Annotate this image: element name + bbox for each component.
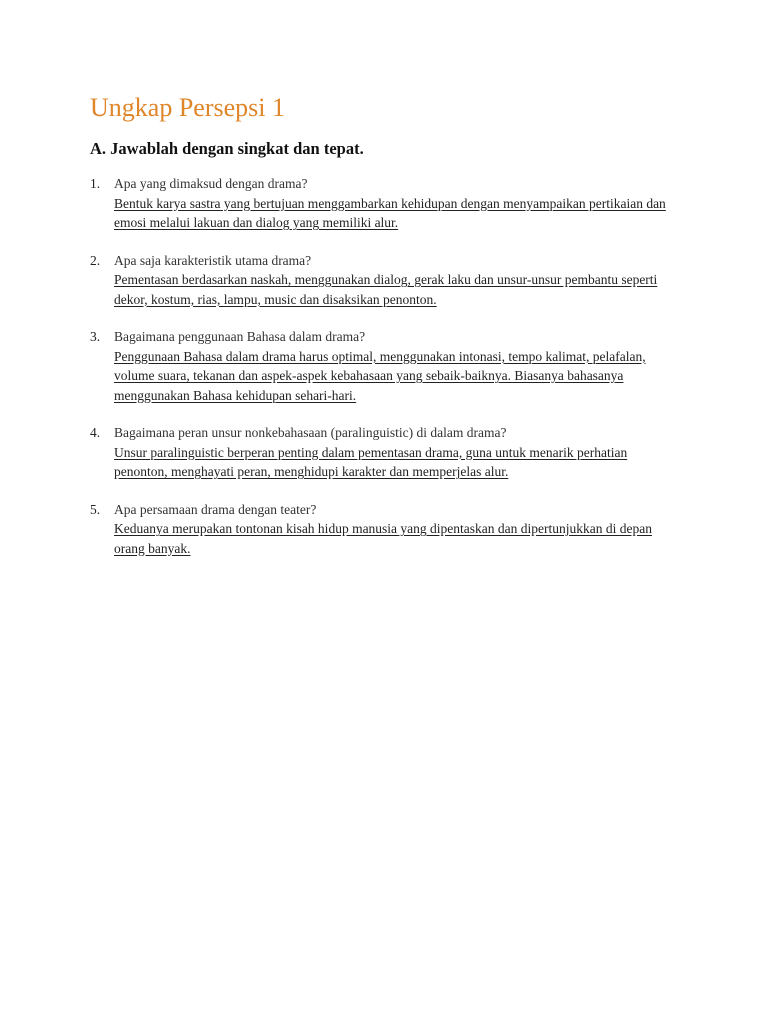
- list-item: [90, 423, 690, 482]
- item-number: 5.: [90, 501, 101, 517]
- answer-text: Penggunaan Bahasa dalam drama harus optimal, menggunakan intonasi, tempo kalimat, pelafalan, volume suara, tekanan dan aspek-aspek kebahasaan yang sebaik-baiknya. Biasanya bahasanya menggunakan Bahasa kehidupan sehari-hari.: [114, 348, 646, 403]
- document-page: [90, 92, 690, 576]
- list-item: [90, 327, 690, 405]
- question-text: Apa yang dimaksud dengan drama?: [114, 176, 308, 191]
- item-number: 2.: [90, 252, 101, 268]
- question-list: [90, 174, 690, 558]
- question-text: Apa saja karakteristik utama drama?: [114, 252, 312, 268]
- item-number: 1.: [90, 176, 101, 191]
- question-text: Bagaimana penggunaan Bahasa dalam drama?: [114, 329, 366, 344]
- question-text: Apa persamaan drama dengan teater?: [114, 501, 317, 517]
- answer-text: Pementasan berdasarkan naskah, menggunakan dialog, gerak laku dan unsur-unsur pembantu seperti dekor, kostum, rias, lampu, music dan disaksikan penonton.: [114, 272, 658, 307]
- list-item: [90, 174, 690, 233]
- answer-text: Keduanya merupakan tontonan kisah hidup manusia yang dipentaskan dan dipertunjukkan di depan orang banyak.: [114, 521, 652, 556]
- answer-text: Unsur paralinguistic berperan penting dalam pementasan drama, guna untuk menarik perhatian penonton, menghayati peran, menghidupi karakter dan memperjelas alur.: [114, 444, 628, 479]
- item-number: 3.: [90, 329, 101, 344]
- page-title: Ungkap Persepsi 1: [90, 93, 285, 122]
- answer-text: Bentuk karya sastra yang bertujuan menggambarkan kehidupan dengan menyampaikan pertikaian dan emosi melalui lakuan dan dialog yang memiliki alur.: [114, 195, 666, 230]
- question-text: Bagaimana peran unsur nonkebahasaan (paralinguistic) di dalam drama?: [114, 425, 507, 440]
- list-item: [90, 251, 690, 310]
- list-item: [90, 500, 690, 559]
- section-heading: A. Jawablah dengan singkat dan tepat.: [90, 139, 364, 158]
- item-number: 4.: [90, 425, 101, 440]
